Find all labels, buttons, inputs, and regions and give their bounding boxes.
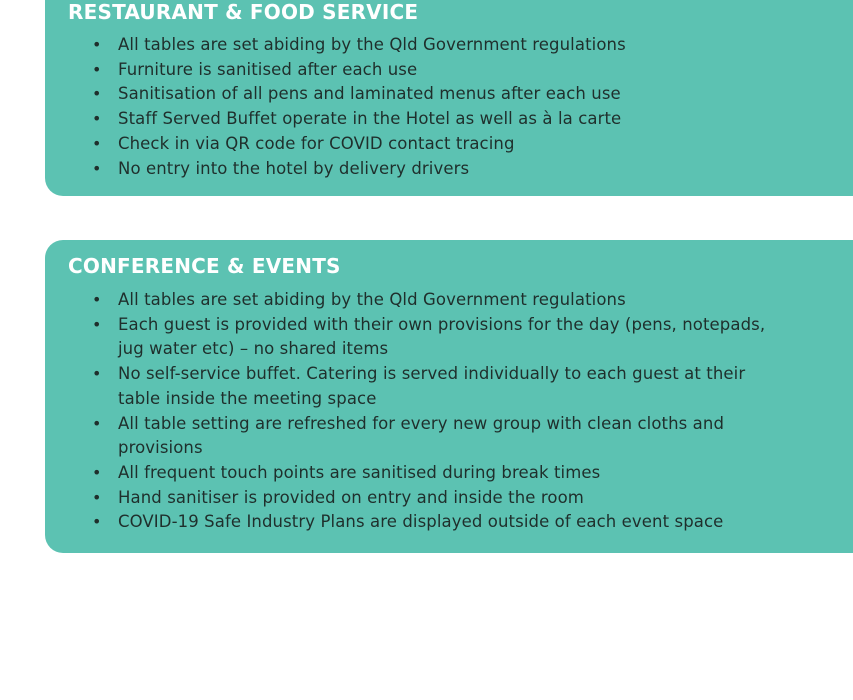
list-item-text: Check in via QR code for COVID contact tracing bbox=[118, 133, 515, 153]
list-item-text: All tables are set abiding by the Qld Government regulations bbox=[118, 35, 626, 54]
bullet-icon: • bbox=[92, 133, 102, 153]
restaurant-bullet-list bbox=[90, 33, 790, 181]
list-item-text: All frequent touch points are sanitised during break times bbox=[118, 462, 601, 482]
bullet-icon: • bbox=[92, 158, 102, 178]
list-item bbox=[90, 33, 790, 58]
list-item-text: Hand sanitiser is provided on entry and inside the room bbox=[118, 487, 584, 507]
list-item bbox=[90, 412, 790, 461]
list-item-text: No entry into the hotel by delivery drivers bbox=[118, 158, 470, 178]
list-item bbox=[90, 107, 790, 132]
bullet-icon: • bbox=[92, 84, 102, 104]
list-item-text: All table setting are refreshed for every new group with clean cloths and provisions bbox=[118, 413, 725, 458]
bullet-icon: • bbox=[92, 290, 102, 309]
conference-bullet-list bbox=[90, 288, 790, 535]
list-item bbox=[90, 157, 790, 182]
list-item bbox=[90, 58, 790, 83]
list-item bbox=[90, 362, 790, 411]
bullet-icon: • bbox=[92, 413, 102, 433]
list-item-text: Sanitisation of all pens and laminated menus after each use bbox=[118, 84, 621, 104]
list-item bbox=[90, 510, 790, 535]
list-item bbox=[90, 486, 790, 511]
bullet-icon: • bbox=[92, 487, 102, 507]
restaurant-section-title: RESTAURANT & FOOD SERVICE bbox=[68, 0, 419, 24]
list-item bbox=[90, 132, 790, 157]
list-item-text: Staff Served Buffet operate in the Hotel as well as à la carte bbox=[118, 109, 622, 129]
list-item bbox=[90, 82, 790, 107]
list-item bbox=[90, 288, 790, 313]
restaurant-food-service-panel bbox=[45, 0, 853, 196]
bullet-icon: • bbox=[92, 364, 102, 384]
bullet-icon: • bbox=[92, 35, 102, 54]
list-item-text: Furniture is sanitised after each use bbox=[118, 59, 418, 79]
bullet-icon: • bbox=[92, 462, 102, 482]
list-item bbox=[90, 461, 790, 486]
list-item-text: Each guest is provided with their own provisions for the day (pens, notepads, jug water etc) – no shared items bbox=[118, 314, 766, 359]
bullet-icon: • bbox=[92, 109, 102, 129]
conference-section-title: CONFERENCE & EVENTS bbox=[68, 254, 341, 278]
bullet-icon: • bbox=[92, 512, 102, 532]
conference-events-panel bbox=[45, 240, 853, 553]
list-item-text: COVID-19 Safe Industry Plans are displayed outside of each event space bbox=[118, 512, 724, 532]
list-item-text: No self-service buffet. Catering is served individually to each guest at their table inside the meeting space bbox=[118, 364, 746, 408]
bullet-icon: • bbox=[92, 59, 102, 79]
list-item-text: All tables are set abiding by the Qld Government regulations bbox=[118, 290, 626, 309]
bullet-icon: • bbox=[92, 314, 102, 334]
list-item bbox=[90, 313, 790, 362]
